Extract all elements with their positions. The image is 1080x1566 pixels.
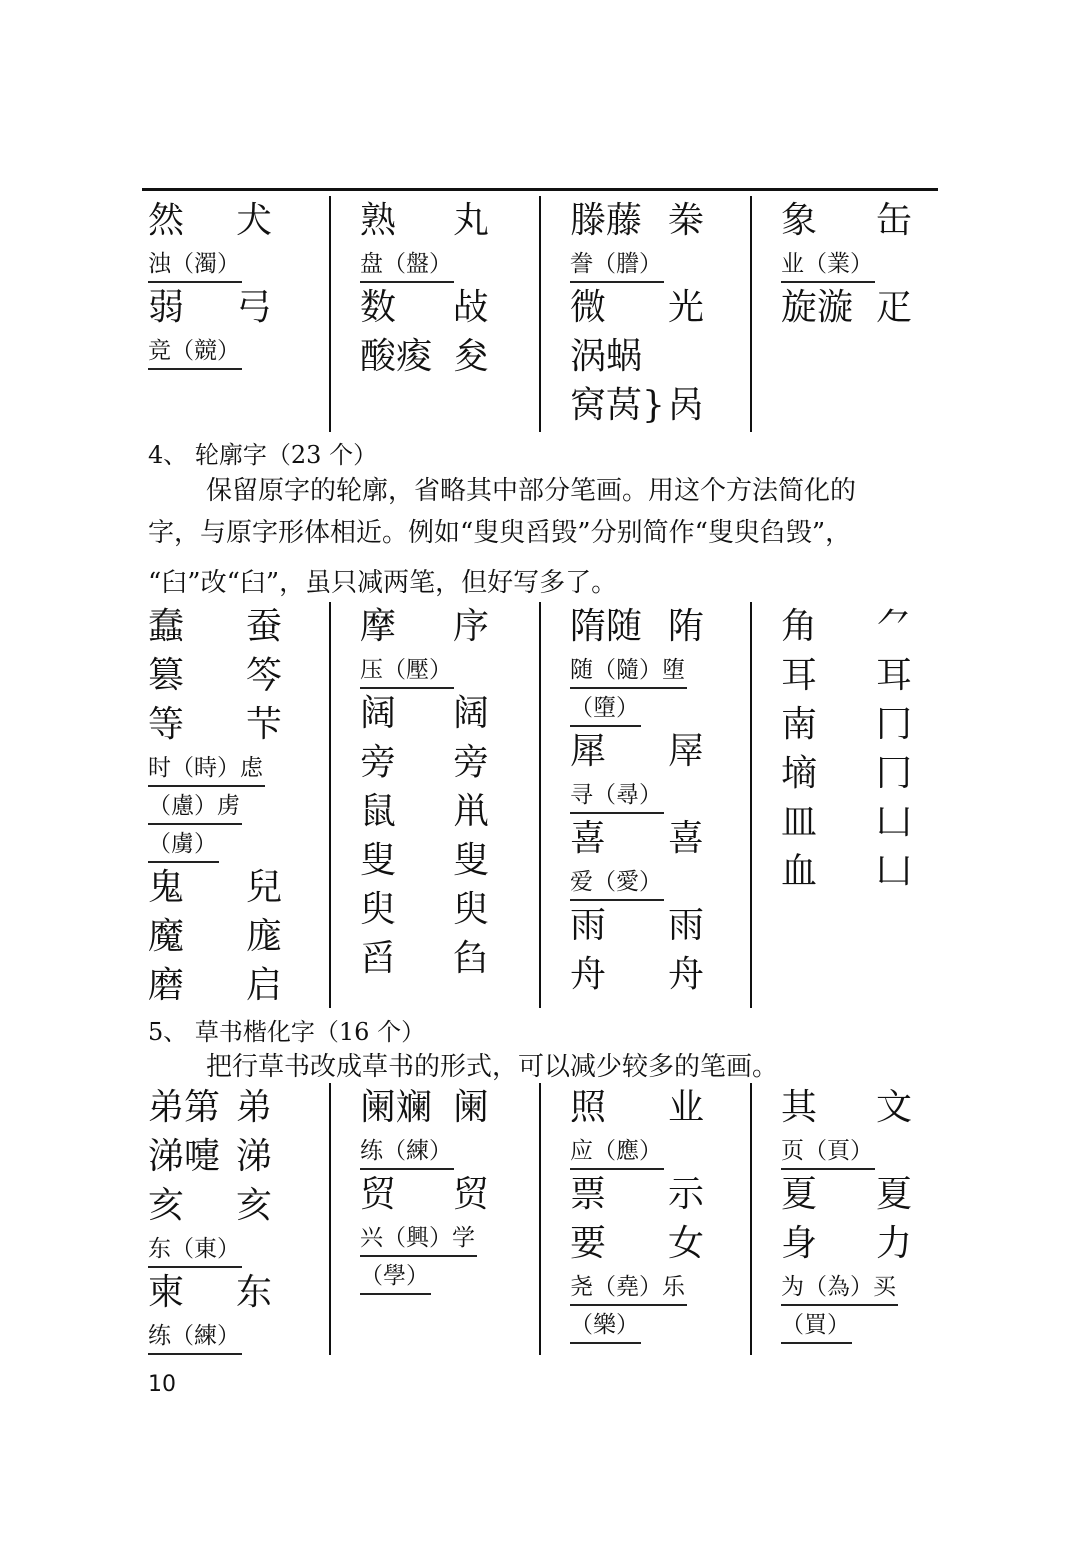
simplified-component: 雨: [667, 905, 704, 946]
traditional-char: 臾: [360, 889, 397, 930]
column-divider: [539, 602, 541, 1008]
char-pair-row: [354, 787, 489, 836]
table2-col4: [775, 602, 912, 896]
traditional-char: 耳: [781, 655, 818, 696]
simplified-component: 鼡: [452, 791, 489, 832]
simplified-component: 东: [235, 1272, 272, 1313]
char-pair-row: [354, 1083, 489, 1132]
char-pair-row: [354, 689, 489, 738]
traditional-char: 磨: [148, 965, 185, 1006]
simplified-component: 疋: [875, 287, 912, 328]
simplified-component: 弟: [235, 1087, 272, 1128]
column-divider: [329, 196, 331, 432]
char-pair-row: [564, 814, 704, 863]
table1-col1: [142, 196, 272, 370]
traditional-char: 涡蜗: [570, 336, 643, 377]
traditional-char: 贸: [360, 1174, 397, 1215]
traditional-char: 舀: [360, 938, 397, 979]
underlined-note: 为（為）买: [781, 1270, 898, 1306]
simplified-component: 夏: [875, 1174, 912, 1215]
note-row: [142, 1317, 272, 1355]
simplified-component: 笒: [245, 655, 282, 696]
traditional-char: 篡: [148, 655, 185, 696]
char-pair-row: [564, 381, 704, 430]
traditional-char: 雨: [570, 905, 607, 946]
traditional-char: 然: [148, 200, 185, 241]
section5-heading: 5、 草书楷化字（16 个）: [148, 1018, 426, 1046]
char-pair-row: [564, 1219, 704, 1268]
simplified-component: 光: [667, 287, 704, 328]
traditional-char: 滕藤: [570, 200, 643, 241]
simplified-component: ⺈: [875, 606, 912, 647]
char-pair-row: [564, 1170, 704, 1219]
simplified-component: 力: [875, 1223, 912, 1264]
column-divider: [539, 1083, 541, 1355]
char-pair-row: [142, 1132, 272, 1181]
char-pair-row: [354, 738, 489, 787]
traditional-char: 阔: [360, 693, 397, 734]
traditional-char: 角: [781, 606, 818, 647]
traditional-char: 墒: [781, 753, 818, 794]
note-row: [564, 689, 704, 727]
simplified-component: 臾: [452, 889, 489, 930]
char-pair-row: [354, 836, 489, 885]
simplified-component: 亥: [235, 1185, 272, 1226]
traditional-char: 血: [781, 851, 818, 892]
table1-col3: [564, 196, 704, 430]
traditional-char: 旋漩: [781, 287, 854, 328]
note-row: [775, 1268, 912, 1306]
traditional-char: 酸痠: [360, 336, 433, 377]
simplified-component: 兒: [245, 867, 282, 908]
char-pair-row: [142, 602, 282, 651]
column-divider: [329, 602, 331, 1008]
top-rule: [142, 188, 938, 191]
char-pair-row: [775, 1219, 912, 1268]
char-pair-row: [354, 1170, 489, 1219]
traditional-char: 等: [148, 704, 185, 745]
simplified-component: 旁: [452, 742, 489, 783]
underlined-note: （買）: [781, 1308, 852, 1344]
traditional-char: 鼠: [360, 791, 397, 832]
column-divider: [539, 196, 541, 432]
traditional-char: 阑斓: [360, 1087, 433, 1128]
simplified-component: 涕: [235, 1136, 272, 1177]
traditional-char: 象: [781, 200, 818, 241]
char-pair-row: [354, 934, 489, 983]
char-pair-row: [142, 283, 272, 332]
note-row: [775, 245, 912, 283]
char-pair-row: [142, 196, 272, 245]
note-row: [354, 1219, 489, 1257]
simplified-component: 示: [667, 1174, 704, 1215]
underlined-note: 业（業）: [781, 247, 875, 283]
char-pair-row: [354, 885, 489, 934]
char-pair-row: [564, 1083, 704, 1132]
section4-paragraph-line1: 保留原字的轮廓，省略其中部分笔画。用这个方法简化的: [206, 476, 857, 506]
simplified-component: 蚕: [245, 606, 282, 647]
underlined-note: 竞（競）: [148, 334, 242, 370]
traditional-char: 亥: [148, 1185, 185, 1226]
note-row: [564, 1132, 704, 1170]
simplified-component: 缶: [875, 200, 912, 241]
char-pair-row: [775, 700, 912, 749]
underlined-note: 尧（堯）乐: [570, 1270, 687, 1306]
table3-col4: [775, 1083, 912, 1344]
simplified-component: 桊: [667, 200, 704, 241]
traditional-char: 照: [570, 1087, 607, 1128]
char-pair-row: [564, 196, 704, 245]
char-pair-row: [354, 332, 489, 381]
char-pair-row: [142, 651, 282, 700]
traditional-char: 皿: [781, 802, 818, 843]
underlined-note: 练（練）: [360, 1134, 454, 1170]
underlined-note: 爱（愛）: [570, 865, 664, 901]
table-cursive-regularized-chars: [142, 1083, 938, 1355]
char-pair-row: [142, 1083, 272, 1132]
table3-col3: [564, 1083, 704, 1344]
simplified-component: 凵: [875, 802, 912, 843]
section4-heading: 4、 轮廓字（23 个）: [148, 441, 378, 469]
underlined-note: 随（隨）堕: [570, 653, 687, 689]
underlined-note: 页（頁）: [781, 1134, 875, 1170]
note-row: [775, 1306, 912, 1344]
simplified-component: 凵: [875, 851, 912, 892]
simplified-component: 臽: [452, 938, 489, 979]
underlined-note: 誊（謄）: [570, 247, 664, 283]
section5-paragraph-line1: 把行草书改成草书的形式，可以减少较多的笔画。: [206, 1052, 779, 1082]
underlined-note: （虜）: [148, 827, 219, 863]
traditional-char: 数: [360, 287, 397, 328]
column-divider: [750, 196, 752, 432]
simplified-component: 冂: [875, 704, 912, 745]
table2-col3: [564, 602, 704, 999]
simplified-component: 弓: [235, 287, 272, 328]
traditional-char: 弱: [148, 287, 185, 328]
char-pair-row: [775, 798, 912, 847]
char-pair-row: [564, 332, 704, 381]
char-pair-row: [142, 863, 282, 912]
underlined-note: 时（時）虑: [148, 751, 265, 787]
char-pair-row: [142, 961, 282, 1010]
note-row: [564, 863, 704, 901]
char-pair-row: [564, 283, 704, 332]
note-row: [354, 651, 489, 689]
underlined-note: 浊（濁）: [148, 247, 242, 283]
simplified-component: 陏: [667, 606, 704, 647]
note-row: [564, 776, 704, 814]
simplified-component: 舟: [667, 954, 704, 995]
traditional-char: 犀: [570, 731, 607, 772]
note-row: [354, 1257, 489, 1295]
note-row: [142, 787, 282, 825]
traditional-char: 要: [570, 1223, 607, 1264]
traditional-char: 喜: [570, 818, 607, 859]
simplified-component: 屖: [667, 731, 704, 772]
char-pair-row: [142, 912, 282, 961]
note-row: [564, 1268, 704, 1306]
table3-col1: [142, 1083, 272, 1355]
section4-paragraph-line3: “臼”改“臼”，虽只减两笔，但好写多了。: [148, 568, 618, 598]
char-pair-row: [142, 700, 282, 749]
note-row: [142, 749, 282, 787]
traditional-char: 票: [570, 1174, 607, 1215]
traditional-char: 弟第: [148, 1087, 221, 1128]
table2-col2: [354, 602, 489, 983]
note-row: [564, 245, 704, 283]
column-divider: [750, 602, 752, 1008]
simplified-component: 业: [667, 1087, 704, 1128]
char-pair-row: [564, 727, 704, 776]
underlined-note: （學）: [360, 1259, 431, 1295]
simplified-component: 叟: [452, 840, 489, 881]
underlined-note: 寻（尋）: [570, 778, 664, 814]
simplified-component: 夋: [452, 336, 489, 377]
traditional-char: 窝莴}: [570, 385, 665, 426]
column-divider: [750, 1083, 752, 1355]
table2-col1: [142, 602, 282, 1010]
underlined-note: 压（壓）: [360, 653, 454, 689]
char-pair-row: [775, 1083, 912, 1132]
char-pair-row: [354, 283, 489, 332]
traditional-char: 摩: [360, 606, 397, 647]
simplified-component: 文: [875, 1087, 912, 1128]
section4-paragraph-line2: 字，与原字形体相近。例如“叟臾舀毁”分别简作“叟臾臽毁”，: [148, 518, 852, 548]
traditional-char: 身: [781, 1223, 818, 1264]
char-pair-row: [142, 1181, 272, 1230]
simplified-component: 阔: [452, 693, 489, 734]
simplified-component: 芐: [245, 704, 282, 745]
simplified-component: 庬: [245, 916, 282, 957]
traditional-char: 魔: [148, 916, 185, 957]
traditional-char: 熟: [360, 200, 397, 241]
simplified-component: 敁: [452, 287, 489, 328]
char-pair-row: [775, 283, 912, 332]
char-pair-row: [564, 901, 704, 950]
traditional-char: 舟: [570, 954, 607, 995]
traditional-char: 鬼: [148, 867, 185, 908]
page-number: 10: [148, 1372, 176, 1397]
simplified-component: 耳: [875, 655, 912, 696]
underlined-note: 东（東）: [148, 1232, 242, 1268]
note-row: [775, 1132, 912, 1170]
traditional-char: 其: [781, 1087, 818, 1128]
char-pair-row: [775, 749, 912, 798]
table-continued-simplified-chars: [142, 196, 938, 432]
note-row: [564, 651, 704, 689]
char-pair-row: [354, 602, 489, 651]
underlined-note: （墮）: [570, 691, 641, 727]
note-row: [142, 245, 272, 283]
simplified-component: 丸: [452, 200, 489, 241]
char-pair-row: [564, 950, 704, 999]
simplified-component: 女: [667, 1223, 704, 1264]
char-pair-row: [775, 1170, 912, 1219]
table-outline-chars: [142, 602, 938, 1008]
char-pair-row: [775, 651, 912, 700]
table1-col2: [354, 196, 489, 381]
underlined-note: 练（練）: [148, 1319, 242, 1355]
traditional-char: 夏: [781, 1174, 818, 1215]
simplified-component: 阑: [452, 1087, 489, 1128]
simplified-component: 犬: [235, 200, 272, 241]
simplified-component: 喜: [667, 818, 704, 859]
note-row: [142, 825, 282, 863]
note-row: [354, 245, 489, 283]
traditional-char: 隋随: [570, 606, 643, 647]
char-pair-row: [775, 847, 912, 896]
table1-col4: [775, 196, 912, 332]
underlined-note: （樂）: [570, 1308, 641, 1344]
traditional-char: 南: [781, 704, 818, 745]
simplified-component: 贸: [452, 1174, 489, 1215]
traditional-char: 涕嚏: [148, 1136, 221, 1177]
note-row: [564, 1306, 704, 1344]
note-row: [354, 1132, 489, 1170]
traditional-char: 微: [570, 287, 607, 328]
column-divider: [329, 1083, 331, 1355]
note-row: [142, 332, 272, 370]
underlined-note: （慮）虏: [148, 789, 242, 825]
traditional-char: 柬: [148, 1272, 185, 1313]
simplified-component: 呙: [667, 385, 704, 426]
note-row: [142, 1230, 272, 1268]
char-pair-row: [775, 196, 912, 245]
traditional-char: 叟: [360, 840, 397, 881]
table3-col2: [354, 1083, 489, 1295]
underlined-note: 应（應）: [570, 1134, 664, 1170]
char-pair-row: [564, 602, 704, 651]
traditional-char: 蠢: [148, 606, 185, 647]
simplified-component: 冂: [875, 753, 912, 794]
simplified-component: 启: [245, 965, 282, 1006]
underlined-note: 盘（盤）: [360, 247, 454, 283]
char-pair-row: [142, 1268, 272, 1317]
simplified-component: 序: [452, 606, 489, 647]
char-pair-row: [354, 196, 489, 245]
underlined-note: 兴（興）学: [360, 1221, 477, 1257]
traditional-char: 旁: [360, 742, 397, 783]
char-pair-row: [775, 602, 912, 651]
